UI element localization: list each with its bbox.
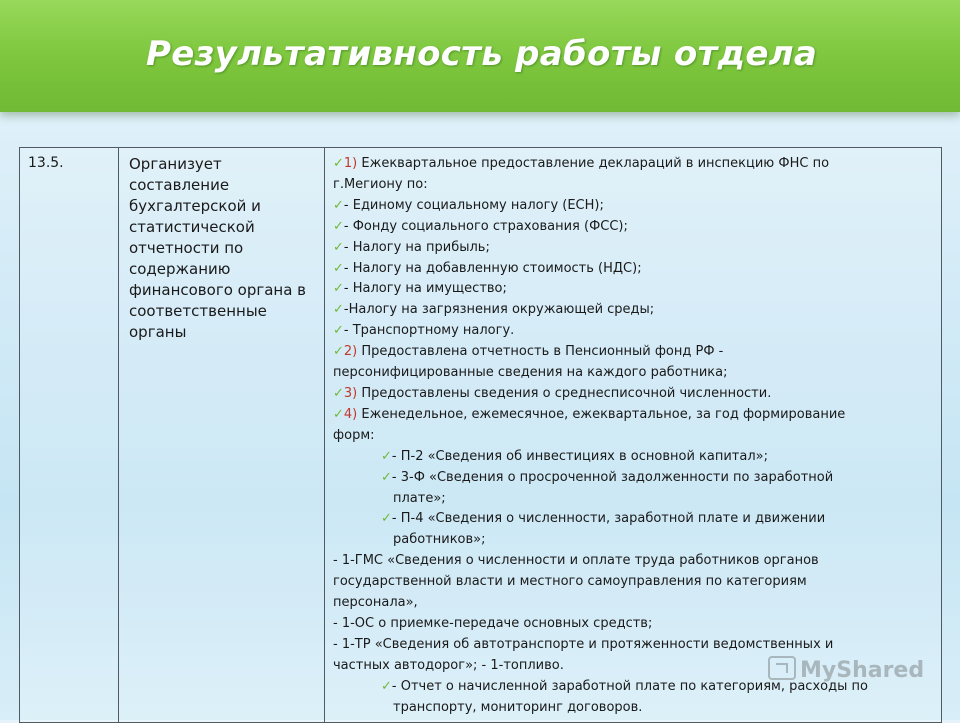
checkmark-icon: ✓ [381,678,392,694]
list-item: ✓- Отчет о начисленной заработной плате по категориям, расходы по [381,678,868,694]
checkmark-icon: ✓ [333,197,344,213]
list-item: транспорту, мониторинг договоров. [393,699,643,715]
list-item: ✓- Единому социальному налогу (ЕСН); [333,197,604,213]
checkmark-icon: ✓ [381,448,392,464]
checkmark-icon: ✓ [333,323,344,339]
list-item: форм: [333,427,375,443]
list-item: ✓- Фонду социального страхования (ФСС); [333,218,628,234]
list-item: работников»; [393,532,486,548]
list-item: г.Мегиону по: [333,176,428,192]
list-item: ✓2) Предоставлена отчетность в Пенсионный фонд РФ - [333,344,724,360]
checkmark-icon: ✓ [333,385,344,401]
watermark: MyShared [768,656,924,683]
slide-title: Результативность работы отдела [146,34,818,74]
checkmark-icon: ✓ [333,281,344,297]
checkmark-icon: ✓ [333,344,344,360]
checkmark-icon: ✓ [333,406,344,422]
list-item: ✓- 3-Ф «Сведения о просроченной задолженности по заработной [381,469,834,485]
list-item: персонифицированные сведения на каждого работника; [333,365,728,381]
list-item: ✓1) Ежеквартальное предоставление деклараций в инспекцию ФНС по [333,156,830,171]
list-item: ✓- Налогу на прибыль; [333,239,490,255]
title-bar [0,0,960,112]
list-item: ✓- Транспортному налогу. [333,323,515,339]
list-item: ✓4) Еженедельное, ежемесячное, ежеквартальное, за год формирование [333,406,846,422]
list-item: персонала», [333,595,418,611]
share-icon [768,656,796,680]
checkmark-icon: ✓ [333,156,344,171]
list-item: ✓- Налогу на добавленную стоимость (НДС); [333,260,642,276]
checkmark-icon: ✓ [333,302,344,318]
checkmark-icon: ✓ [333,218,344,234]
list-item: - 1-ГМС «Сведения о численности и оплате труда работников органов [333,553,819,569]
list-item: ✓- П-4 «Сведения о численности, заработной плате и движении [381,511,826,527]
checkmark-icon: ✓ [381,469,392,485]
checkmark-icon: ✓ [333,260,344,276]
list-item: - 1-ОС о приемке-передаче основных средств; [333,615,653,631]
row-details [325,148,942,723]
row-number: 13.5. [20,148,119,723]
list-item: ✓3) Предоставлены сведения о среднесписочной численности. [333,385,772,401]
checkmark-icon: ✓ [381,511,392,527]
list-item: - 1-ТР «Сведения об автотранспорте и протяженности ведомственных и [333,636,834,652]
checkmark-icon: ✓ [333,239,344,255]
results-table [19,147,942,723]
list-item: частных автодорог»; - 1-топливо. [333,657,564,673]
list-item: плате»; [393,490,446,506]
list-item: ✓- Налогу на имущество; [333,281,507,297]
list-item: ✓- П-2 «Сведения об инвестициях в основной капитал»; [381,448,768,464]
table-row [20,148,942,723]
row-description: Организует составление бухгалтерской и статистической отчетности по содержанию финансового органа в соответственные органы [119,148,325,723]
list-item: ✓-Налогу на загрязнения окружающей среды; [333,302,655,318]
list-item: государственной власти и местного самоуправления по категориям [333,574,807,590]
